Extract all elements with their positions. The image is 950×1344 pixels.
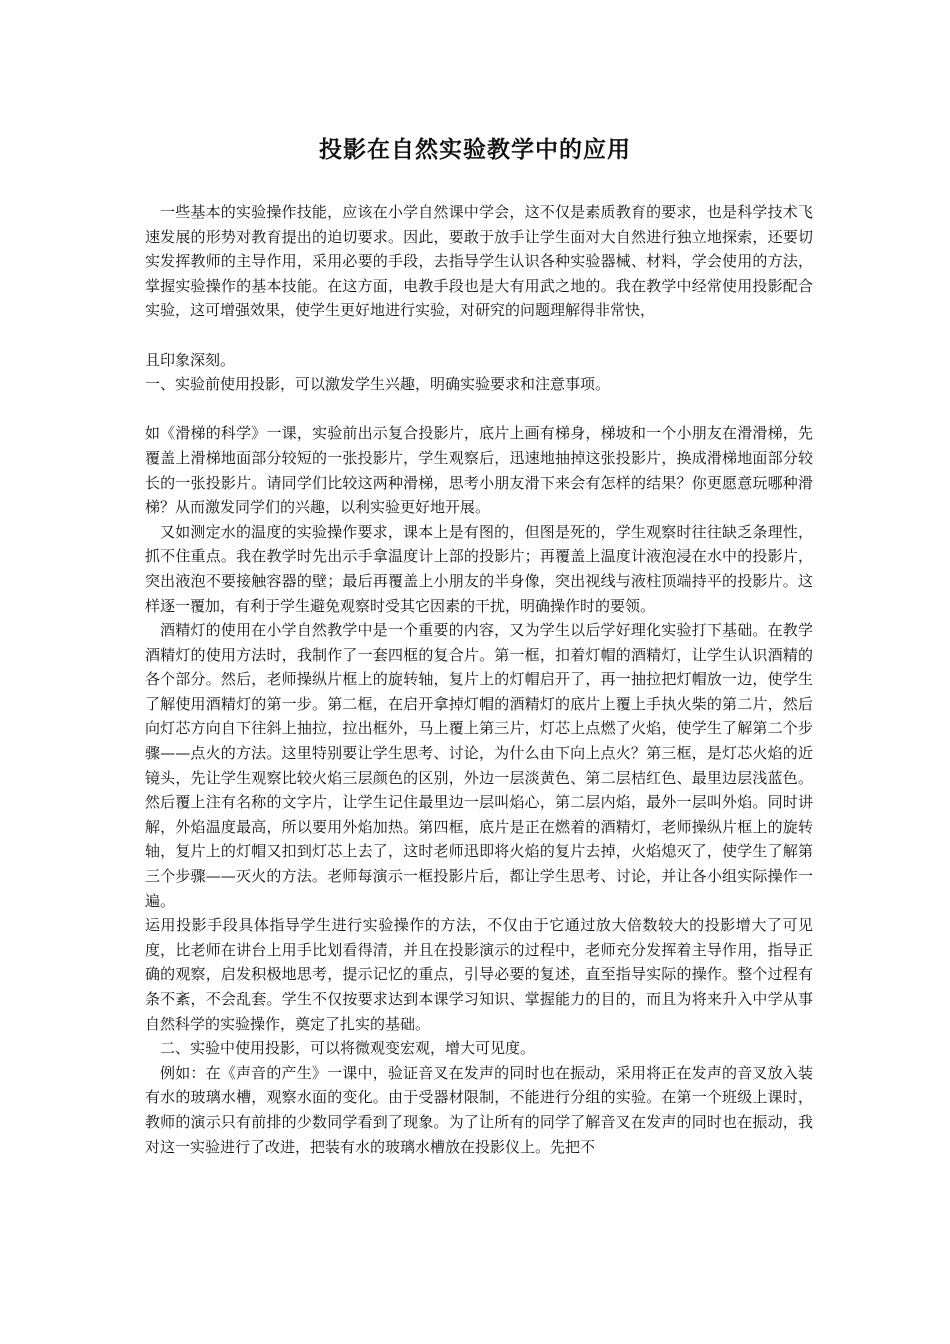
section-heading-1: 一、实验前使用投影，可以激发学生兴趣，明确实验要求和注意事项。 [145,375,611,394]
paragraph-gap [145,323,813,348]
paragraph-method-summary: 运用投影手段具体指导学生进行实验操作的方法，不仅由于它通过放大倍数较大的投影增大了可见度，比老师在讲台上用手比划看得清，并且在投影演示的过程中，老师充分发挥着主导作用，指导正确的观察，启发积极地思考，提示记忆的重点，引导必要的复述，直至指导实际的操作。整个过程有条不紊，不会乱套。学生不仅按要求达到本课学习知识、掌握能力的目的，而且为将来升入中学从事自然科学的实验操作，奠定了扎实的基础。 [145,916,813,1033]
document-body [145,200,813,1159]
paragraph-intro: 一些基本的实验操作技能，应该在小学自然课中学会，这不仅是素质教育的要求，也是科学技术飞速发展的形势对教育提出的迫切要求。因此，要敢于放手让学生面对大自然进行独立地探索，还要切实发挥教师的主导作用，采用必要的手段，去指导学生认识各种实验器械、材料，学会使用的方法，掌握实验操作的基本技能。在这方面，电教手段也是大有用武之地的。我在教学中经常使用投影配合实验，这可增强效果，使学生更好地进行实验，对研究的问题理解得非常快， [145,203,813,320]
paragraph-alcohol-lamp-example: 酒精灯的使用在小学自然教学中是一个重要的内容，又为学生以后学好理化实验打下基础。在教学酒精灯的使用方法时，我制作了一套四框的复合片。第一框，扣着灯帽的酒精灯，让学生认识酒精的各个部分。然后，老师操纵片框上的旋转轴，复片上的灯帽启开了，再一抽拉把灯帽放一边，使学生了解使用酒精灯的第一步。第二框，在启开拿掉灯帽的酒精灯的底片上覆上手执火柴的第二片，然后向灯芯方向自下往斜上抽拉，拉出框外，马上覆上第三片，灯芯上点燃了火焰，使学生了解第二个步骤——点火的方法。这里特别要让学生思考、讨论，为什么由下向上点火？第三框，是灯芯火焰的近镜头，先让学生观察比较火焰三层颜色的区别，外边一层淡黄色、第二层桔红色、最里边层浅蓝色。然后覆上注有名称的文字片，让学生记住最里边一层叫焰心，第二层内焰，最外一层叫外焰。同时讲解，外焰温度最高，所以要用外焰加热。第四框，底片是正在燃着的酒精灯，老师操纵片框上的旋转轴，复片上的灯帽又扣到灯芯上去了，这时老师迅即将火焰的复片去掉，火焰熄灭了，使学生了解第三个步骤——灭火的方法。老师每演示一框投影片后，都让学生思考、讨论，并让各小组实际操作一遍。 [145,621,813,910]
document-title: 投影在自然实验教学中的应用 [319,137,631,163]
paragraph-slide-example: 如《滑梯的科学》一课，实验前出示复合投影片，底片上画有梯身，梯坡和一个小朋友在滑滑梯，先覆盖上滑梯地面部分较短的一张投影片，学生观察后，迅速地抽掉这张投影片，换成滑梯地面部分较长的一张投影片。请同学们比较这两种滑梯，思考小朋友滑下来会有怎样的结果？你更愿意玩哪种滑梯？从而激发同学们的兴趣，以利实验更好地开展。 [145,424,813,517]
section-heading-2: 二、实验中使用投影，可以将微观变宏观，增大可见度。 [160,1039,536,1058]
paragraph-thermometer-example: 又如测定水的温度的实验操作要求，课本上是有图的，但图是死的，学生观察时往往缺乏条理性，抓不住重点。我在教学时先出示手拿温度计上部的投影片；再覆盖上温度计液泡浸在水中的投影片，突出液泡不要接触容器的壁；最后再覆盖上小朋友的半身像，突出视线与液柱顶端持平的投影片。这样逐一覆加，有利于学生避免观察时受其它因素的干扰，明确操作时的要领。 [145,522,813,615]
paragraph-intro-continued: 且印象深刻。 [145,350,236,369]
paragraph-sound-example: 例如：在《声音的产生》一课中，验证音叉在发声的同时也在振动，采用将正在发声的音叉放入装有水的玻璃水槽，观察水面的变化。由于受器材限制，不能进行分组的实验。在第一个班级上课时，教师的演示只有前排的少数同学看到了现象。为了让所有的同学了解音叉在发声的同时也在振动，我对这一实验进行了改进，把装有水的玻璃水槽放在投影仪上。先把不 [145,1063,813,1156]
paragraph-gap [145,397,813,422]
